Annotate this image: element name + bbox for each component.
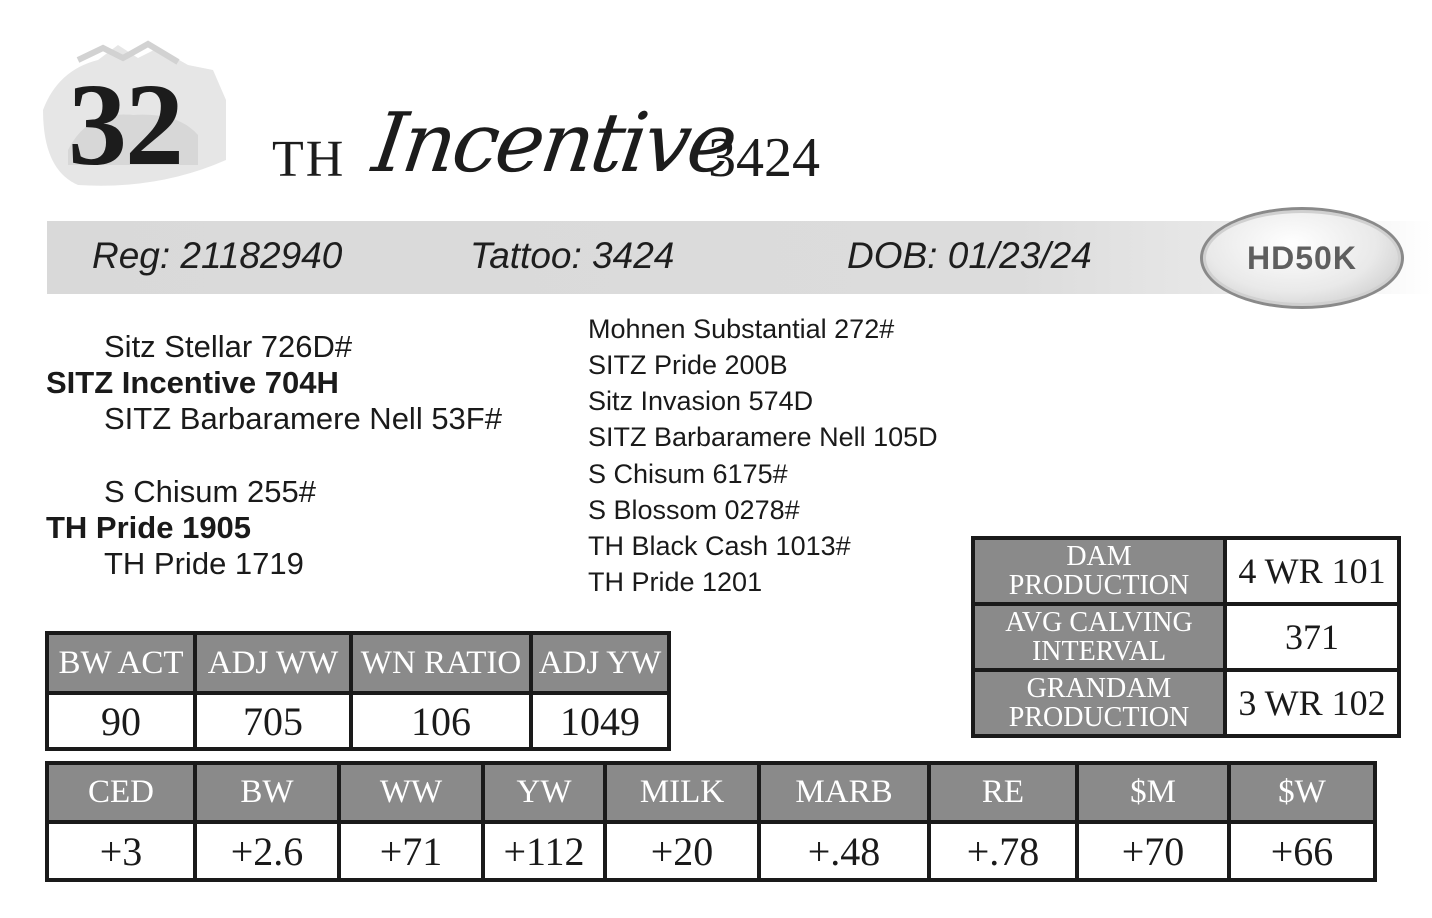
calving-interval-value: 371	[1225, 604, 1399, 670]
date-of-birth: DOB: 01/23/24	[847, 235, 1092, 276]
great-grandparent: S Chisum 6175#	[588, 459, 788, 489]
epd-header: BW	[195, 763, 339, 822]
pedigree-dam: TH Pride 1905	[46, 510, 252, 545]
epd-value: +71	[339, 822, 483, 880]
pedigree-sire-sire: Sitz Stellar 726D#	[104, 329, 353, 364]
great-grandparent: SITZ Pride 200B	[588, 350, 788, 380]
dam-production-value: 4 WR 101	[1225, 538, 1399, 604]
dam-info-table	[971, 536, 1401, 738]
epd-value: +70	[1077, 822, 1229, 880]
perf-value: 90	[47, 693, 195, 749]
perf-header: ADJ WW	[195, 633, 351, 693]
badge-label: HD50K	[1247, 240, 1357, 276]
epd-value: +2.6	[195, 822, 339, 880]
epd-header: YW	[483, 763, 605, 822]
pedigree-sire-dam: SITZ Barbaramere Nell 53F#	[104, 401, 502, 436]
pedigree-dam-sire: S Chisum 255#	[104, 474, 316, 509]
dam-production-label: DAM PRODUCTION	[973, 538, 1225, 604]
epd-header: WW	[339, 763, 483, 822]
epd-header: MILK	[605, 763, 759, 822]
great-grandparent: TH Pride 1201	[588, 567, 763, 597]
epd-value: +20	[605, 822, 759, 880]
perf-header: BW ACT	[47, 633, 195, 693]
epd-header: $M	[1077, 763, 1229, 822]
perf-header: ADJ YW	[531, 633, 669, 693]
perf-header: WN RATIO	[351, 633, 531, 693]
grandam-production-value: 3 WR 102	[1225, 670, 1399, 736]
tattoo: Tattoo: 3424	[470, 235, 675, 276]
epd-header: CED	[47, 763, 195, 822]
epd-value: +66	[1229, 822, 1375, 880]
epd-header: MARB	[759, 763, 929, 822]
reg-number: Reg: 21182940	[92, 235, 343, 276]
performance-table	[45, 631, 671, 751]
great-grandparent: Sitz Invasion 574D	[588, 386, 814, 416]
epd-table	[45, 761, 1377, 882]
epd-value: +112	[483, 822, 605, 880]
great-grandparent: SITZ Barbaramere Nell 105D	[588, 422, 938, 452]
pedigree-dam-dam: TH Pride 1719	[104, 546, 304, 581]
name-script: Incentive	[367, 96, 741, 191]
epd-value: +.78	[929, 822, 1077, 880]
epd-header: RE	[929, 763, 1077, 822]
grandam-production-label: GRANDAM PRODUCTION	[973, 670, 1225, 736]
lot-number: 32	[68, 59, 182, 190]
perf-value: 705	[195, 693, 351, 749]
hd50k-badge	[1200, 207, 1404, 309]
great-grandparent: S Blossom 0278#	[588, 495, 800, 525]
calving-interval-label: AVG CALVING INTERVAL	[973, 604, 1225, 670]
name-suffix: 3424	[708, 127, 820, 189]
great-grandparent: Mohnen Substantial 272#	[588, 314, 895, 344]
epd-header: $W	[1229, 763, 1375, 822]
name-prefix: TH	[272, 131, 346, 188]
epd-value: +3	[47, 822, 195, 880]
pedigree-sire: SITZ Incentive 704H	[46, 365, 339, 400]
perf-value: 1049	[531, 693, 669, 749]
great-grandparent: TH Black Cash 1013#	[588, 531, 851, 561]
perf-value: 106	[351, 693, 531, 749]
epd-value: +.48	[759, 822, 929, 880]
